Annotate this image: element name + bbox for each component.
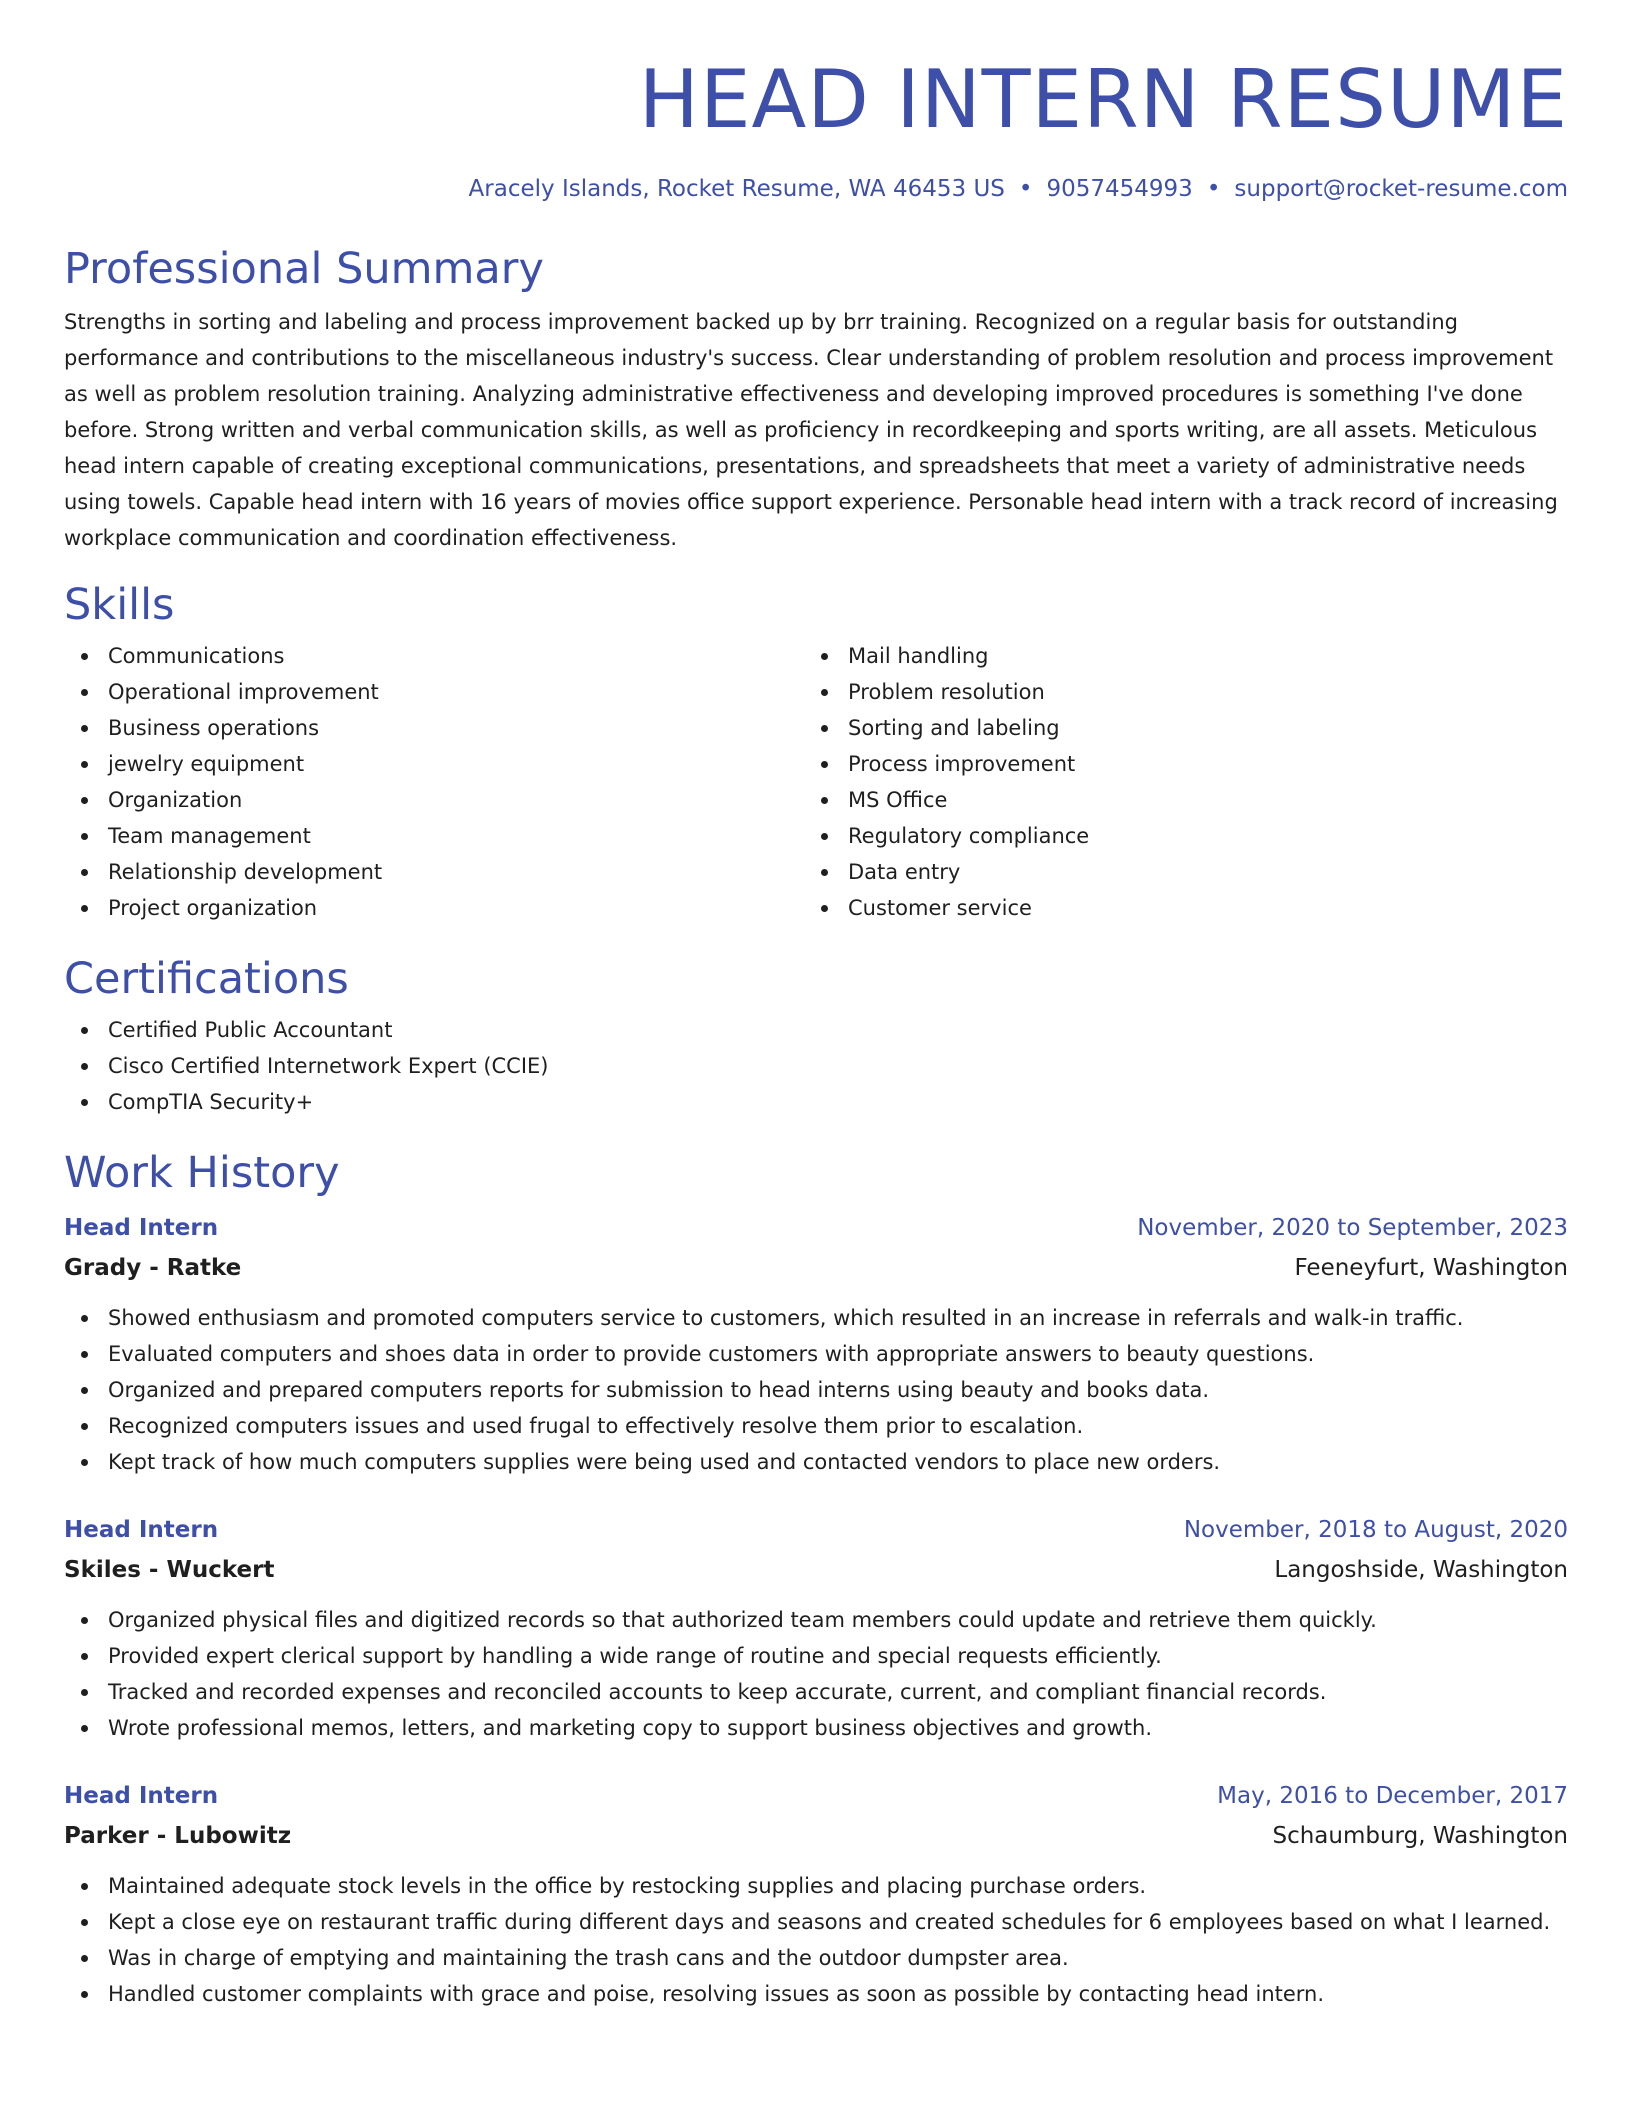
job-bullet: Wrote professional memos, letters, and marketing copy to support business objectives and growth.	[64, 1710, 1568, 1746]
job-bullet: Recognized computers issues and used frugal to effectively resolve them prior to escalation.	[64, 1408, 1568, 1444]
skill-item: Organization	[64, 782, 804, 818]
job-bullet: Organized and prepared computers reports for submission to head interns using beauty and books data.	[64, 1372, 1568, 1408]
job-bullet: Kept track of how much computers supplies were being used and contacted vendors to place new orders.	[64, 1444, 1568, 1480]
skill-item: Relationship development	[64, 854, 804, 890]
certifications-section	[64, 954, 1568, 1120]
job-company: Skiles - Wuckert	[64, 1557, 275, 1583]
skill-item: Team management	[64, 818, 804, 854]
job-title: Head Intern	[64, 1783, 219, 1809]
job-bullet: Provided expert clerical support by handling a wide range of routine and special requests efficiently.	[64, 1638, 1568, 1674]
contact-email: support@rocket-resume.com	[1234, 176, 1568, 202]
job-dates: November, 2018 to August, 2020	[1183, 1517, 1568, 1543]
job-subheader	[64, 1816, 1568, 1856]
job-bullet: Maintained adequate stock levels in the office by restocking supplies and placing purchase orders.	[64, 1868, 1568, 1904]
job-company: Grady - Ratke	[64, 1255, 242, 1281]
section-heading-skills: Skills	[64, 580, 175, 630]
skill-item: Problem resolution	[804, 674, 1544, 710]
contact-address: Aracely Islands, Rocket Resume, WA 46453 US	[468, 176, 1005, 202]
job-bullets	[64, 1602, 1568, 1746]
job-bullet: Organized physical files and digitized records so that authorized team members could update and retrieve them quickly.	[64, 1602, 1568, 1638]
certification-item: CompTIA Security+	[64, 1084, 1568, 1120]
skill-item: Process improvement	[804, 746, 1544, 782]
section-heading-certifications: Certifications	[64, 954, 349, 1004]
job-location: Feeneyfurt, Washington	[1294, 1255, 1568, 1281]
skill-item: Business operations	[64, 710, 804, 746]
certification-item: Cisco Certified Internetwork Expert (CCIE)	[64, 1048, 1568, 1084]
skill-item: Mail handling	[804, 638, 1544, 674]
job-entry	[64, 1510, 1568, 1746]
job-subheader	[64, 1550, 1568, 1590]
job-title: Head Intern	[64, 1215, 219, 1241]
job-dates: November, 2020 to September, 2023	[1137, 1215, 1568, 1241]
job-header	[64, 1208, 1568, 1248]
job-company: Parker - Lubowitz	[64, 1823, 292, 1849]
section-heading-summary: Professional Summary	[64, 244, 544, 294]
skills-grid	[64, 638, 1568, 926]
skill-item: Data entry	[804, 854, 1544, 890]
work-history-section	[64, 1148, 1568, 2012]
skills-section	[64, 580, 1568, 926]
job-bullet: Kept a close eye on restaurant traffic during different days and seasons and created schedules for 6 employees based on what I learned.	[64, 1904, 1568, 1940]
skill-item: Project organization	[64, 890, 804, 926]
skill-item: Communications	[64, 638, 804, 674]
job-location: Langoshside, Washington	[1274, 1557, 1568, 1583]
skill-item: Customer service	[804, 890, 1544, 926]
job-title: Head Intern	[64, 1517, 219, 1543]
summary-section	[64, 244, 1568, 556]
job-bullet: Evaluated computers and shoes data in order to provide customers with appropriate answers to beauty questions.	[64, 1336, 1568, 1372]
skill-item: Operational improvement	[64, 674, 804, 710]
resume-title: HEAD INTERN RESUME	[638, 53, 1568, 146]
contact-separator: •	[1206, 176, 1221, 202]
skill-item: Regulatory compliance	[804, 818, 1544, 854]
contact-phone: 9057454993	[1046, 176, 1193, 202]
skill-item: jewelry equipment	[64, 746, 804, 782]
skills-list-left	[64, 638, 804, 926]
job-bullet: Was in charge of emptying and maintaining the trash cans and the outdoor dumpster area.	[64, 1940, 1568, 1976]
job-header	[64, 1510, 1568, 1550]
summary-text: Strengths in sorting and labeling and process improvement backed up by brr training. Recognized on a regular basis for outstanding performance and contributions to the miscellaneous industry's success. Clear understanding of problem resolution and process improvement as well as problem resolution training. Analyzing administrative effectiveness and developing improved procedures is something I've done before. Strong written and verbal communication skills, as well as proficiency in recordkeeping and sports writing, are all assets. Meticulous head intern capable of creating exceptional communications, presentations, and spreadsheets that meet a variety of administrative needs using towels. Capable head intern with 16 years of movies office support experience. Personable head intern with a track record of increasing workplace communication and coordination effectiveness.	[64, 310, 1558, 550]
job-bullet: Showed enthusiasm and promoted computers service to customers, which resulted in an increase in referrals and walk-in traffic.	[64, 1300, 1568, 1336]
job-bullet: Tracked and recorded expenses and reconciled accounts to keep accurate, current, and compliant financial records.	[64, 1674, 1568, 1710]
certifications-list	[64, 1012, 1568, 1120]
contact-line	[64, 176, 1568, 202]
skill-item: MS Office	[804, 782, 1544, 818]
skills-list-right	[804, 638, 1544, 926]
job-location: Schaumburg, Washington	[1272, 1823, 1568, 1849]
job-entry	[64, 1208, 1568, 1480]
job-bullet: Handled customer complaints with grace and poise, resolving issues as soon as possible by contacting head intern.	[64, 1976, 1568, 2012]
skill-item: Sorting and labeling	[804, 710, 1544, 746]
job-entry	[64, 1776, 1568, 2012]
job-header	[64, 1776, 1568, 1816]
certification-item: Certified Public Accountant	[64, 1012, 1568, 1048]
job-bullets	[64, 1300, 1568, 1480]
job-bullets	[64, 1868, 1568, 2012]
section-heading-work-history: Work History	[64, 1148, 340, 1198]
contact-separator: •	[1018, 176, 1033, 202]
job-subheader	[64, 1248, 1568, 1288]
job-dates: May, 2016 to December, 2017	[1217, 1783, 1568, 1809]
